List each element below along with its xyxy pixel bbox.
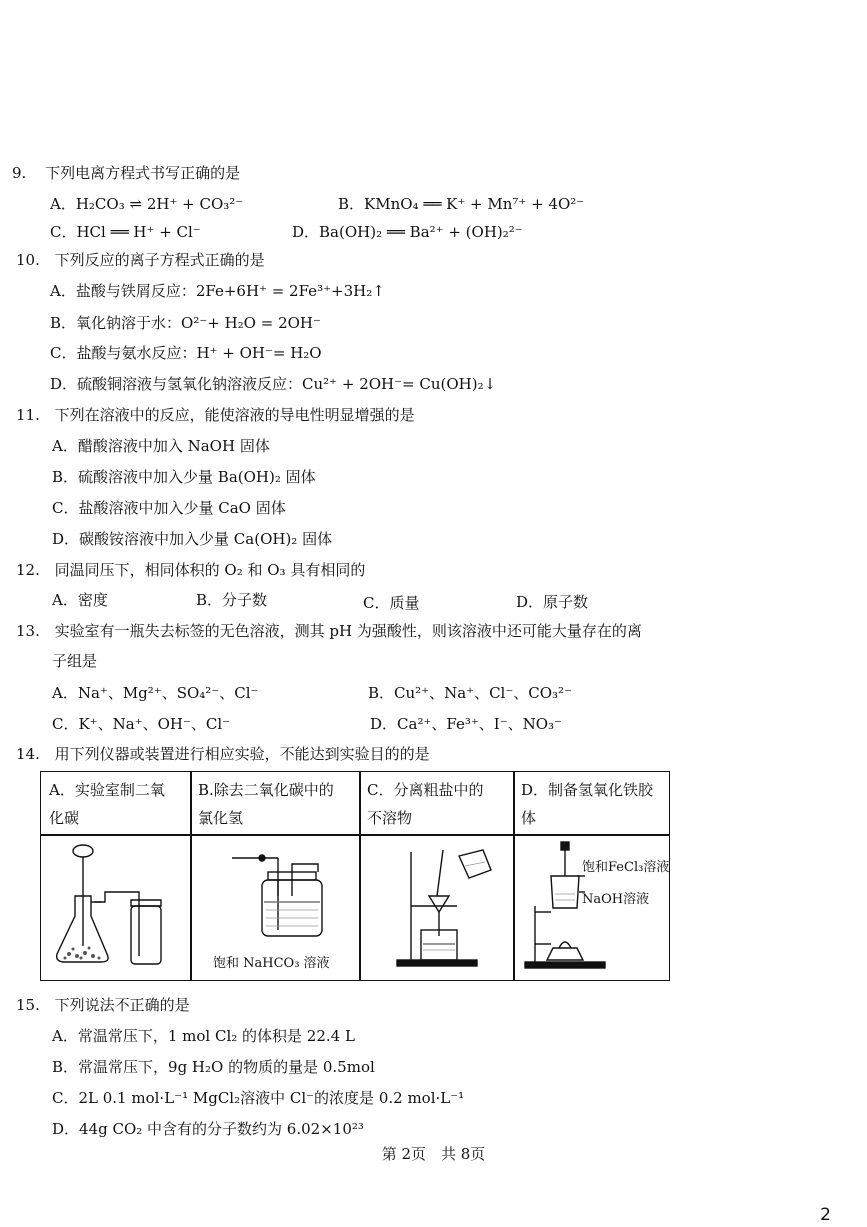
table-header-a: A．实验室制二氧 化碳 xyxy=(49,781,165,827)
q9-option-d: D．Ba(OH)₂ ══ Ba²⁺ + (OH)₂²⁻ xyxy=(292,223,523,241)
question-number: 14. xyxy=(16,745,40,763)
question-text: 实验室有一瓶失去标签的无色溶液，测其 pH 为强酸性，则该溶液中还可能大量存在的离 xyxy=(54,622,642,640)
q9-option-b: B．KMnO₄ ══ K⁺ + Mn⁷⁺ + 4O²⁻ xyxy=(338,195,585,213)
q15-option-c: C．2L 0.1 mol·L⁻¹ MgCl₂溶液中 Cl⁻的浓度是 0.2 mol·L⁻¹ xyxy=(52,1089,465,1107)
question-number: 10. xyxy=(16,251,40,269)
q11-option-c: C．盐酸溶液中加入少量 CaO 固体 xyxy=(52,499,286,517)
q12-option-c: C．质量 xyxy=(363,594,420,612)
filtration-apparatus-figure xyxy=(361,836,513,980)
q11-option-d: D．碳酸铵溶液中加入少量 Ca(OH)₂ 固体 xyxy=(52,530,333,548)
page-footer: 第 2页 共 8页 xyxy=(381,1145,486,1163)
page-number: 2 xyxy=(820,1205,831,1225)
fecl3-solution-label: 饱和FeCl₃溶液 xyxy=(582,860,670,875)
q13-option-d: D．Ca²⁺、Fe³⁺、I⁻、NO₃⁻ xyxy=(370,715,562,733)
q12-option-b: B．分子数 xyxy=(196,591,268,609)
q10-option-c: C．盐酸与氨水反应：H⁺ + OH⁻= H₂O xyxy=(50,344,322,362)
q11-option-b: B．硫酸溶液中加入少量 Ba(OH)₂ 固体 xyxy=(52,468,316,486)
q10-option-d: D．硫酸铜溶液与氢氧化钠溶液反应：Cu²⁺ + 2OH⁻= Cu(OH)₂↓ xyxy=(50,375,497,393)
question-text: 下列电离方程式书写正确的是 xyxy=(45,164,241,182)
question-14-stem xyxy=(16,744,430,764)
table-header-d: D．制备氢氧化铁胶 体 xyxy=(521,781,654,827)
question-text: 下列反应的离子方程式正确的是 xyxy=(54,251,265,269)
question-number: 11. xyxy=(16,406,40,424)
question-10-stem xyxy=(16,250,265,270)
q15-option-a: A．常温常压下，1 mol Cl₂ 的体积是 22.4 L xyxy=(52,1027,355,1045)
question-13-stem-continued: 子组是 xyxy=(52,652,98,670)
question-number: 12. xyxy=(16,561,40,579)
question-13-stem xyxy=(16,621,642,641)
nahco3-solution-label: 饱和 NaHCO₃ 溶液 xyxy=(213,956,330,971)
question-text: 同温同压下，相同体积的 O₂ 和 O₃ 具有相同的 xyxy=(54,561,366,579)
q13-option-a: A．Na⁺、Mg²⁺、SO₄²⁻、Cl⁻ xyxy=(52,684,259,702)
question-text: 下列在溶液中的反应，能使溶液的导电性明显增强的是 xyxy=(54,406,415,424)
question-number: 15. xyxy=(16,996,40,1014)
q12-option-d: D．原子数 xyxy=(516,593,589,611)
co2-generator-apparatus-figure xyxy=(43,836,189,980)
q10-option-b: B．氧化钠溶于水：O²⁻+ H₂O = 2OH⁻ xyxy=(50,314,321,332)
q13-option-b: B．Cu²⁺、Na⁺、Cl⁻、CO₃²⁻ xyxy=(368,684,572,702)
table-header-c: C．分离粗盐中的 不溶物 xyxy=(367,781,484,827)
q10-option-a: A．盐酸与铁屑反应：2Fe+6H⁺ = 2Fe³⁺+3H₂↑ xyxy=(50,282,385,300)
question-number: 13. xyxy=(16,622,40,640)
q15-option-d: D．44g CO₂ 中含有的分子数约为 6.02×10²³ xyxy=(52,1120,364,1138)
question-text: 下列说法不正确的是 xyxy=(54,996,190,1014)
question-15-stem xyxy=(16,995,190,1015)
question-number: 9. xyxy=(12,164,27,182)
q13-option-c: C．K⁺、Na⁺、OH⁻、Cl⁻ xyxy=(52,715,231,733)
question-9-stem xyxy=(12,163,240,183)
q15-option-b: B．常温常压下，9g H₂O 的物质的量是 0.5mol xyxy=(52,1058,375,1076)
q11-option-a: A．醋酸溶液中加入 NaOH 固体 xyxy=(52,437,270,455)
question-12-stem xyxy=(16,560,365,580)
q9-option-a: A．H₂CO₃ ⇌ 2H⁺ + CO₃²⁻ xyxy=(50,195,244,213)
table-header-b: B.除去二氧化碳中的 氯化氢 xyxy=(198,781,334,827)
q12-option-a: A．密度 xyxy=(52,591,108,609)
experiment-table xyxy=(40,771,670,981)
q9-option-c: C．HCl ══ H⁺ + Cl⁻ xyxy=(50,223,201,241)
naoh-solution-label: NaOH溶液 xyxy=(582,892,650,907)
question-text: 用下列仪器或装置进行相应实验，不能达到实验目的的是 xyxy=(54,745,430,763)
question-11-stem xyxy=(16,405,415,425)
